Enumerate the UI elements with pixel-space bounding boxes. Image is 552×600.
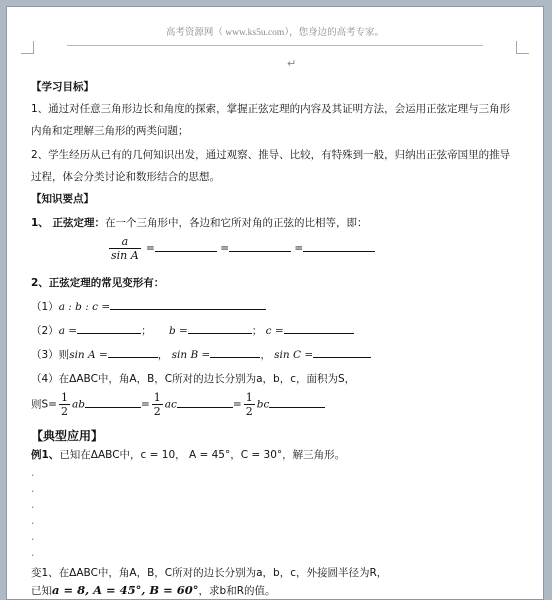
blank: [229, 241, 291, 252]
variants-title: 2、正弦定理的常见变形有：: [31, 277, 165, 289]
sine-law-text: 在一个三角形中，各边和它所对角的正弦的比相等，即：: [104, 217, 368, 229]
blank: [269, 397, 325, 408]
sine-law-definition: [31, 215, 367, 230]
document-page: [6, 6, 544, 600]
blank: [188, 323, 252, 334]
fraction-one-half: $\frac{1}{2}$: [245, 391, 253, 418]
blank: [284, 323, 354, 334]
variant-2: （2）a = ； b = ； c =: [31, 323, 354, 338]
variant-4: （4）在ΔABC中，角A，B，C所对的边长分别为a，b，c，面积为S，: [31, 373, 356, 385]
sine-law-formula: $\frac{a}{\text{sin A}}$ = = =: [107, 235, 375, 262]
variant-exercise-1-given: 已知a = 8, A = 45°, B = 60°，求b和R的值。: [31, 583, 276, 597]
example-1: 例1、已知在ΔABC中，c = 10， A = 45°，C = 30°，解三角形。: [31, 449, 346, 461]
page-header: 高考资源网（ www.ks5u.com），您身边的高考专家。: [67, 21, 483, 46]
variant-1: （1）a : b : c =: [31, 299, 266, 314]
goal-2-line-2: 过程，体会分类讨论和数形结合的思想。: [31, 171, 220, 183]
fraction-one-half: $\frac{1}{2}$: [153, 391, 161, 418]
fraction-one-half: $\frac{1}{2}$: [60, 391, 68, 418]
empty-line: .: [31, 499, 35, 511]
blank: [177, 397, 233, 408]
blank: [108, 347, 158, 358]
empty-line: .: [31, 531, 35, 543]
variant-exercise-1: 变1、在ΔABC中，角A，B，C所对的边长分别为a，b，c，外接圆半径为R，: [31, 567, 388, 579]
empty-line: .: [31, 515, 35, 527]
margin-corner-mark: [516, 41, 529, 54]
paragraph-mark-icon: ↵: [287, 57, 297, 70]
points-title: 【知识要点】: [31, 193, 94, 205]
blank: [210, 347, 260, 358]
margin-corner-mark: [21, 41, 34, 54]
blank: [303, 241, 375, 252]
fraction-a-over-sinA: $\frac{a}{\text{sin A}}$: [111, 235, 139, 262]
blank: [77, 323, 141, 334]
sine-law-label: 1、 正弦定理：: [31, 217, 105, 229]
blank: [313, 347, 371, 358]
empty-line: .: [31, 483, 35, 495]
empty-line: .: [31, 467, 35, 479]
blank: [85, 397, 141, 408]
blank: [110, 299, 266, 310]
goal-1-line-2: 内角和定理解三角形的两类问题；: [31, 125, 189, 137]
area-formula: 则S= $\frac{1}{2}$ ab = $\frac{1}{2}$ ac = $\frac{1}{2}$ bc: [31, 391, 325, 418]
blank: [155, 241, 217, 252]
application-title: 【典型应用】: [31, 429, 104, 443]
goal-2-line-1: 2、学生经历从已有的几何知识出发，通过观察、推导、比较，有特殊到一般，归纳出正弦帝国里的推导: [31, 149, 511, 161]
goals-title: 【学习目标】: [31, 81, 94, 93]
empty-line: .: [31, 547, 35, 559]
variant-3: （3）则sin A = ， sin B = ， sin C =: [31, 347, 371, 362]
goal-1-line-1: 1、通过对任意三角形边长和角度的探索，掌握正弦定理的内容及其证明方法，会运用正弦定理与三角形: [31, 103, 511, 115]
